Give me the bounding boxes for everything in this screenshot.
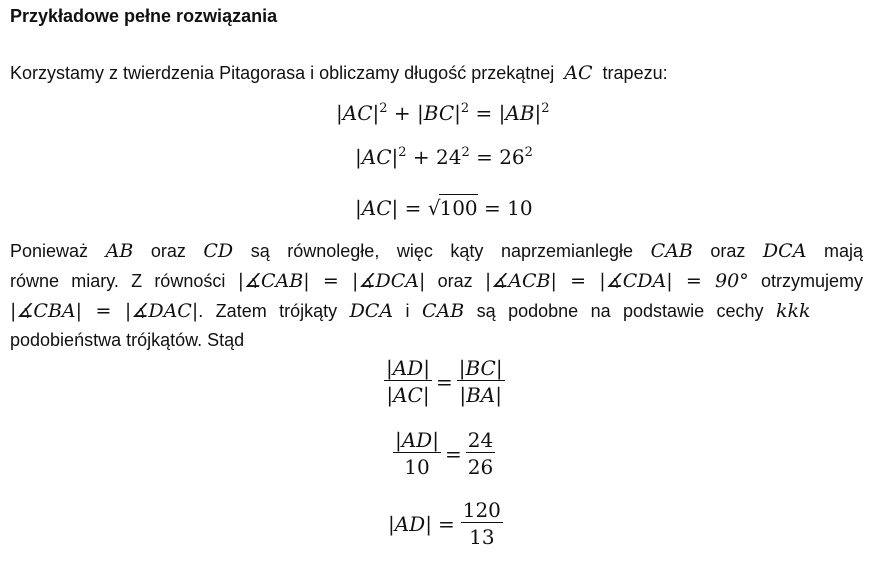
proportion-2: $\frac{|AD|}{10}$ = $\frac{24}{26}$ [395, 428, 494, 479]
text-i: i [405, 301, 410, 321]
numerator-bc: |BC| [458, 356, 503, 380]
text-rowne-miary: równe miary. Z równości [10, 271, 226, 291]
intro-segment: AC [564, 62, 593, 84]
intro-text-after: trapezu: [602, 63, 668, 83]
fraction-120-13 [461, 498, 503, 549]
numerator-ad: |AD| [386, 356, 430, 380]
text-oraz-3: oraz [437, 271, 473, 291]
denominator-13: 13 [461, 522, 503, 549]
fraction-bc-ba [457, 356, 505, 407]
equation-2: $|AC|^2 + 24^2 = 26^2$ [355, 145, 533, 169]
text-podobne: są podobne na podstawie cechy [476, 301, 764, 321]
numerator-120: 120 [462, 498, 501, 522]
denominator-10: 10 [393, 452, 441, 479]
paragraph-line-1 [10, 240, 863, 262]
paragraph-line-4: podobieństwa trójkątów. Stąd [10, 330, 245, 350]
intro-text-before: Korzystamy z twierdzenia Pitagorasa i obliczamy długość przekątnej [10, 63, 555, 83]
numerator-24: 24 [467, 428, 494, 452]
triangle-dca: DCA [349, 300, 394, 322]
text-rownolegle: są równoległe, więc kąty naprzemianległe [250, 241, 634, 261]
text-oraz: oraz [150, 241, 186, 261]
equality-angles-1: |∡CAB| = |∡DCA| [237, 270, 426, 292]
angle-cab: CAB [650, 240, 693, 262]
triangle-cab: CAB [421, 300, 465, 322]
heading: Przykładowe pełne rozwiązania [10, 6, 278, 26]
fraction-ad-10 [393, 428, 441, 479]
equation-1: $|AC|^2 + |BC|^2 = |AB|^2$ [336, 101, 550, 125]
fraction-24-26 [466, 428, 495, 479]
result-ad: |AD| = $\frac{120}{13}$ [388, 498, 501, 549]
text-ponieważ: Ponieważ [10, 241, 89, 261]
criterion-kkk: kkk [775, 300, 811, 322]
text-oraz-2: oraz [710, 241, 746, 261]
fraction-ad-ac [384, 356, 432, 407]
denominator-ba: |BA| [459, 383, 502, 407]
paragraph-line-3 [10, 300, 863, 322]
denominator-26: 26 [466, 452, 495, 479]
equality-angles-3: |∡CBA| = |∡DAC| [10, 300, 199, 322]
text-zatem-trojkaty: . Zatem trójkąty [198, 301, 338, 321]
intro-line [10, 62, 668, 84]
text-maja: mają [823, 241, 863, 261]
proportion-1: $\frac{|AD|}{|AC|}$ = $\frac{|BC|}{|BA|}$ [386, 356, 503, 407]
paragraph-line-2 [10, 270, 863, 292]
segment-ab: AB [105, 240, 134, 262]
equation-3: |AC| = √100 = 10 [355, 196, 533, 220]
denominator-ac: |AC| [386, 383, 430, 407]
text-otrzymujemy: otrzymujemy [760, 271, 863, 291]
angle-dca: DCA [762, 240, 807, 262]
numerator-ad-2: |AD| [395, 428, 439, 452]
segment-cd: CD [203, 240, 234, 262]
equality-angles-2: |∡ACB| = |∡CDA| = 90° [484, 270, 749, 292]
lhs-ad: |AD| [388, 511, 432, 536]
